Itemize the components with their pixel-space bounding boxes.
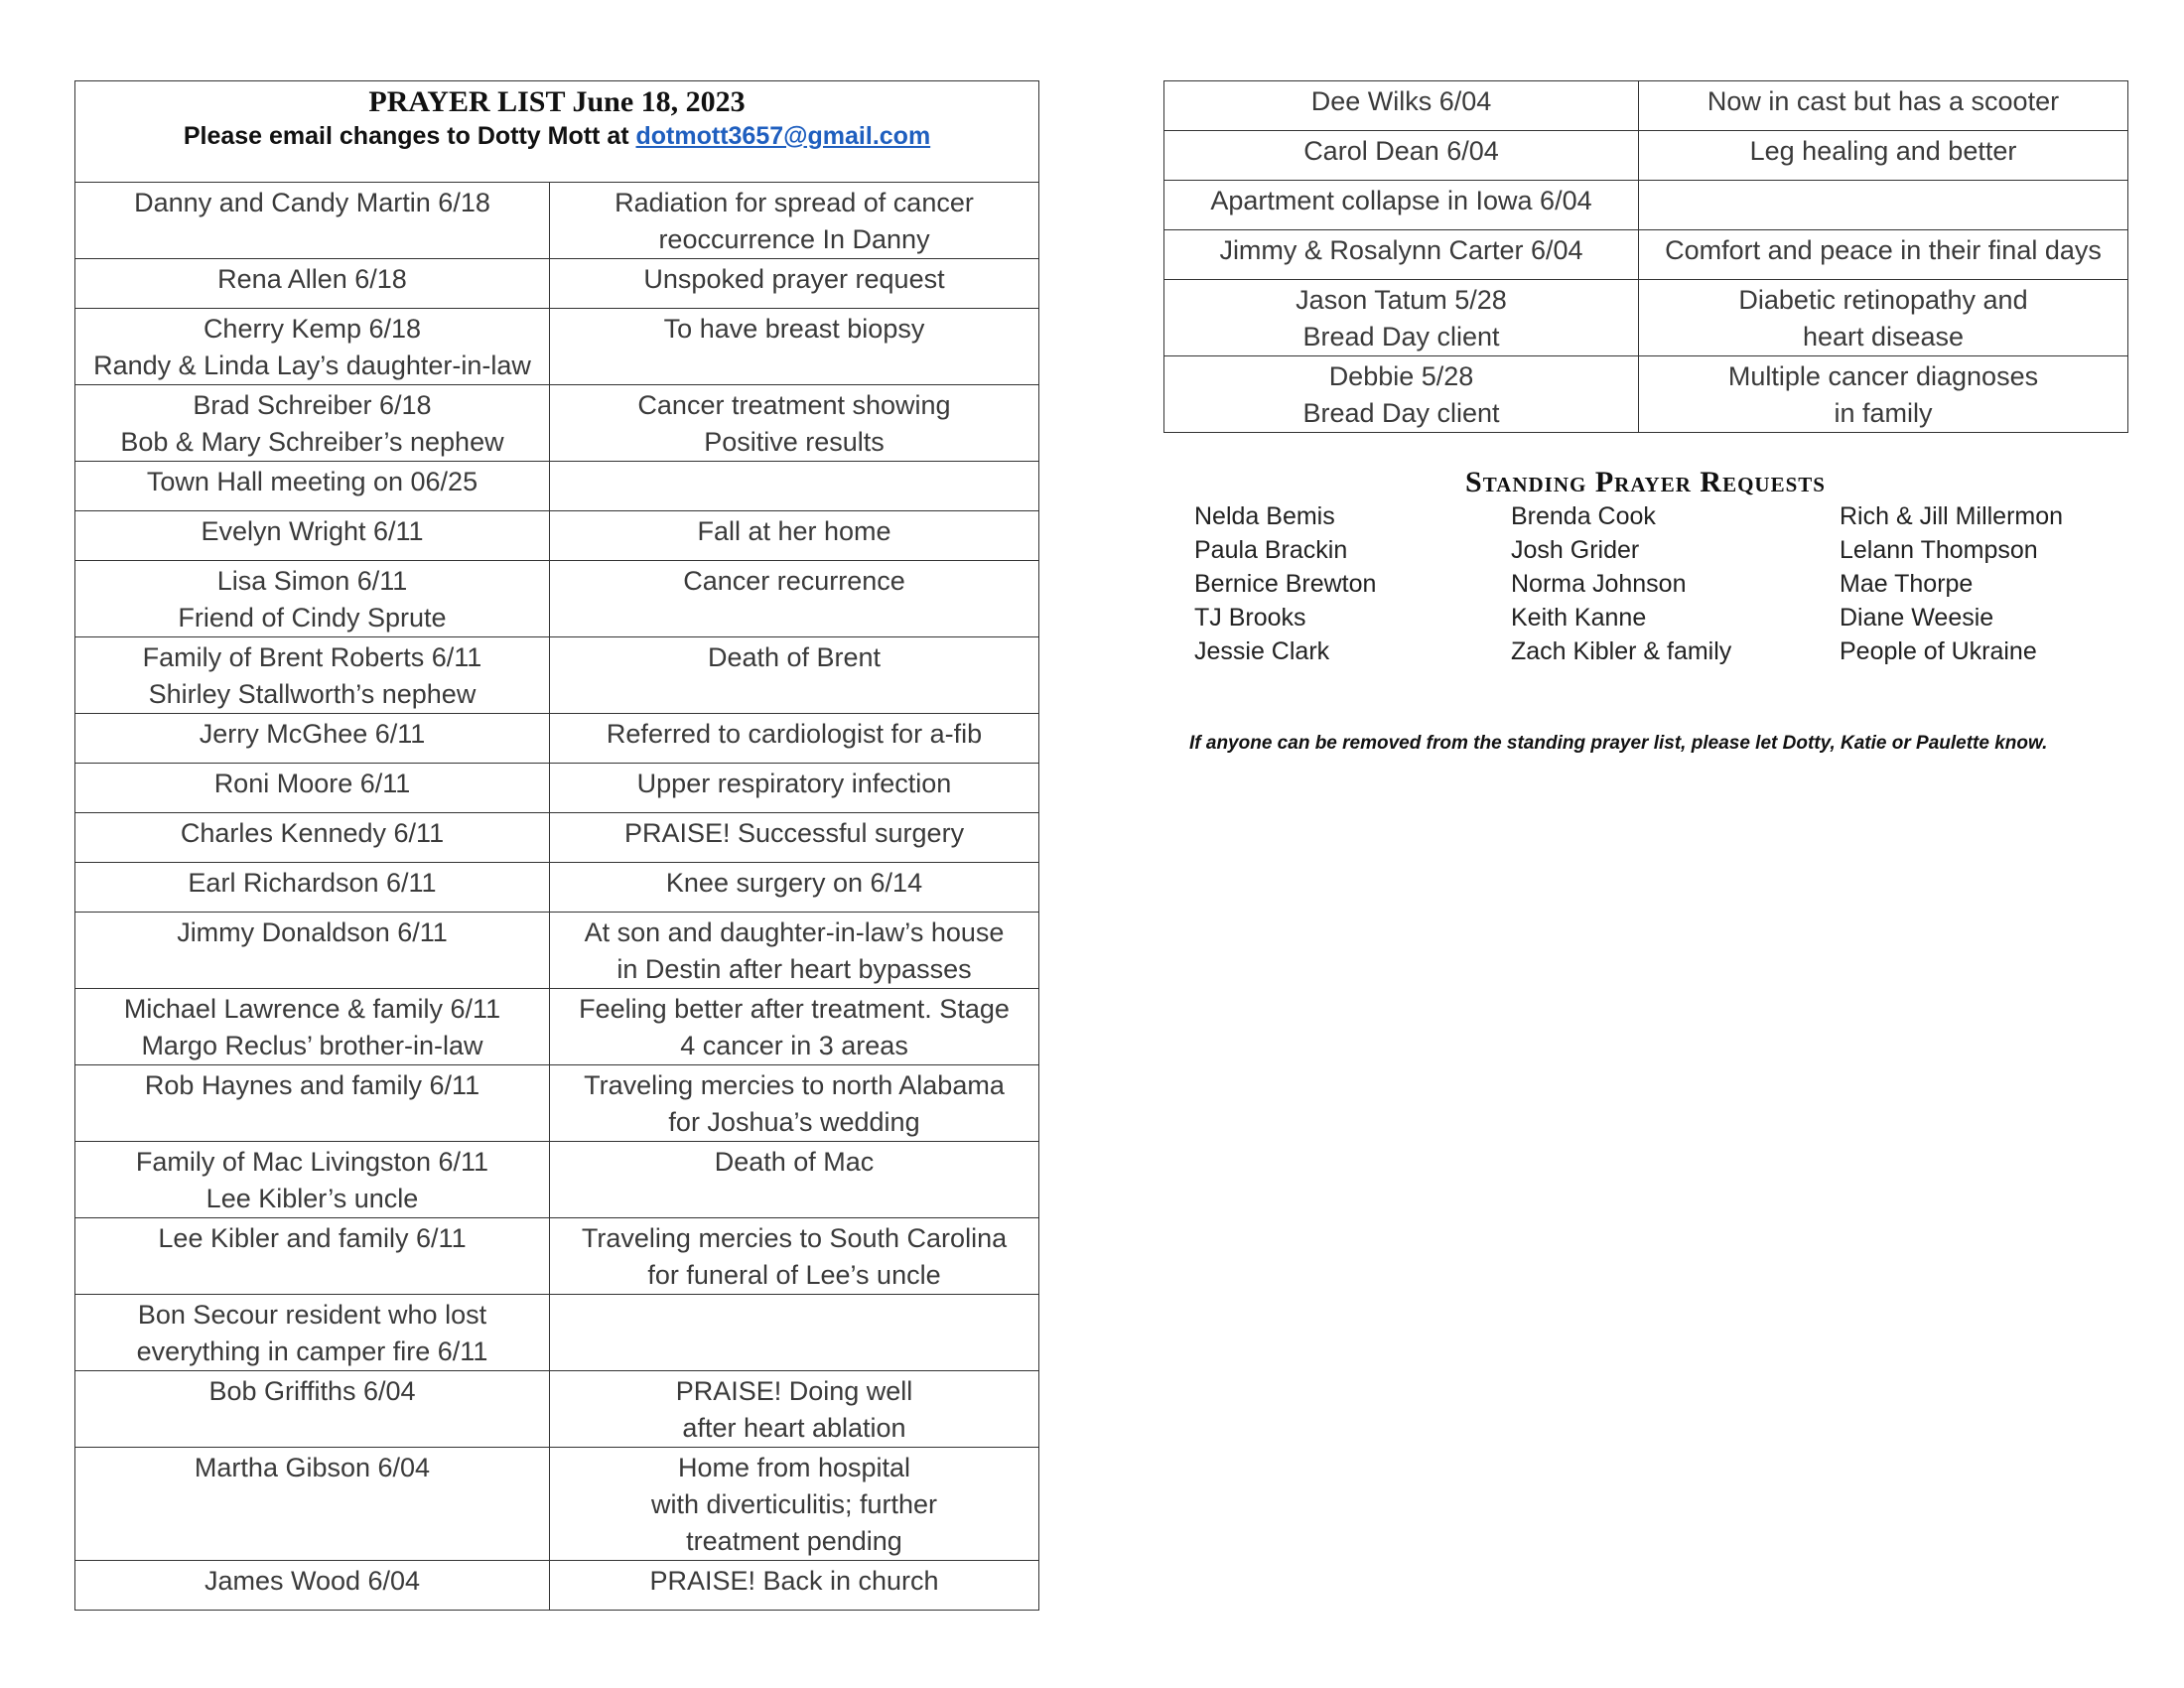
prayer-list-header <box>75 81 1039 183</box>
request-text: PRAISE! Doing well <box>675 1376 913 1406</box>
person-cell <box>75 989 550 1065</box>
person-relation: Friend of Cindy Sprute <box>178 603 447 633</box>
person-cell <box>75 813 550 863</box>
email-prefix: Please email changes to Dotty Mott at <box>183 122 636 150</box>
table-row <box>1164 81 2128 131</box>
person-cell <box>75 1065 550 1142</box>
person-name: Danny and Candy Martin 6/18 <box>134 188 490 217</box>
person-name: Dee Wilks 6/04 <box>1310 86 1492 116</box>
person-name: Bob Griffiths 6/04 <box>208 1376 416 1406</box>
person-name: Earl Richardson 6/11 <box>188 868 437 898</box>
standing-name: Rich & Jill Millermon <box>1840 502 2064 530</box>
person-name: James Wood 6/04 <box>204 1566 421 1596</box>
person-cell <box>75 259 550 309</box>
request-text: Leg healing and better <box>1749 136 2017 166</box>
request-text-line2: for Joshua’s wedding <box>668 1107 920 1137</box>
standing-name: Diane Weesie <box>1840 604 1994 632</box>
standing-name: Josh Grider <box>1511 536 1640 564</box>
person-cell <box>75 1448 550 1561</box>
request-cell <box>550 309 1039 385</box>
request-cell <box>550 714 1039 764</box>
request-text: At son and daughter-in-law’s house <box>584 917 1005 947</box>
standing-name: Paula Brackin <box>1194 536 1348 564</box>
table-row <box>75 1448 1039 1561</box>
request-cell <box>550 1448 1039 1561</box>
request-text: Traveling mercies to South Carolina <box>581 1223 1008 1253</box>
person-cell <box>75 1295 550 1371</box>
table-row <box>1164 131 2128 181</box>
standing-name: TJ Brooks <box>1194 604 1306 632</box>
request-cell <box>550 385 1039 462</box>
person-cell <box>75 1371 550 1448</box>
request-cell <box>550 1371 1039 1448</box>
standing-name: Keith Kanne <box>1511 604 1647 632</box>
request-text-line2: for funeral of Lee’s uncle <box>647 1260 941 1290</box>
person-name: Evelyn Wright 6/11 <box>201 516 424 546</box>
person-name: Jimmy Donaldson 6/11 <box>177 917 448 947</box>
request-text-line2: reoccurrence In Danny <box>658 224 930 254</box>
person-name: Carol Dean 6/04 <box>1303 136 1499 166</box>
table-row <box>75 863 1039 913</box>
request-cell <box>550 813 1039 863</box>
request-text: Radiation for spread of cancer <box>614 188 974 217</box>
request-text: Comfort and peace in their final days <box>1665 235 2102 265</box>
person-name: Brad Schreiber 6/18 <box>193 390 432 420</box>
standing-name: Nelda Bemis <box>1194 502 1335 530</box>
person-name: Jason Tatum 5/28 <box>1296 285 1507 315</box>
request-cell <box>550 259 1039 309</box>
request-text: Now in cast but has a scooter <box>1706 86 2060 116</box>
table-row <box>75 913 1039 989</box>
person-name: Apartment collapse in Iowa 6/04 <box>1210 186 1592 215</box>
person-cell <box>75 1142 550 1218</box>
standing-requests-title: Standing Prayer Requests <box>1465 466 1826 498</box>
request-cell <box>550 1295 1039 1371</box>
standing-name: Jessie Clark <box>1194 637 1330 665</box>
prayer-list-table <box>74 80 1039 1611</box>
table-row <box>75 385 1039 462</box>
person-cell <box>1164 280 1639 356</box>
request-text: Knee surgery on 6/14 <box>665 868 923 898</box>
request-text: Diabetic retinopathy and <box>1738 285 2028 315</box>
person-name: Bon Secour resident who lost <box>137 1300 487 1330</box>
request-text: Feeling better after treatment. Stage <box>579 994 1010 1024</box>
person-relation: Lee Kibler’s uncle <box>205 1184 419 1213</box>
person-relation: Bread Day client <box>1302 322 1500 352</box>
table-row <box>75 813 1039 863</box>
table-row <box>75 1065 1039 1142</box>
table-row <box>75 462 1039 511</box>
removal-note: If anyone can be removed from the standing prayer list, please let Dotty, Katie or Paulette know. <box>1189 733 2048 754</box>
request-cell <box>550 462 1039 511</box>
request-cell <box>550 511 1039 561</box>
request-cell <box>550 1142 1039 1218</box>
page-title: PRAYER LIST June 18, 2023 <box>368 85 746 118</box>
person-cell <box>75 1218 550 1295</box>
request-cell <box>1639 280 2128 356</box>
person-relation: Bread Day client <box>1302 398 1500 428</box>
request-text: Referred to cardiologist for a-fib <box>606 719 983 749</box>
standing-name: Lelann Thompson <box>1840 536 2038 564</box>
person-name: Rob Haynes and family 6/11 <box>144 1070 480 1100</box>
person-cell <box>75 561 550 637</box>
request-cell <box>550 989 1039 1065</box>
person-cell <box>75 913 550 989</box>
request-text: Cancer treatment showing <box>637 390 951 420</box>
request-text-line2: heart disease <box>1802 322 1965 352</box>
person-name: Roni Moore 6/11 <box>213 769 411 798</box>
request-text: PRAISE! Successful surgery <box>623 818 965 848</box>
standing-list-column-3 <box>1840 499 2063 668</box>
person-name: Town Hall meeting on 06/25 <box>146 467 478 496</box>
prayer-list-table-continued <box>1163 80 2128 433</box>
table-row <box>75 989 1039 1065</box>
table-row <box>75 259 1039 309</box>
table-row <box>75 714 1039 764</box>
person-name: Jimmy & Rosalynn Carter 6/04 <box>1219 235 1583 265</box>
person-name: Lee Kibler and family 6/11 <box>158 1223 467 1253</box>
person-cell <box>75 1561 550 1611</box>
person-name: Lisa Simon 6/11 <box>216 566 408 596</box>
request-cell <box>550 913 1039 989</box>
person-cell <box>75 637 550 714</box>
standing-name: Mae Thorpe <box>1840 570 1974 598</box>
person-cell <box>75 309 550 385</box>
table-row <box>1164 280 2128 356</box>
request-cell <box>1639 230 2128 280</box>
person-cell <box>75 764 550 813</box>
request-cell <box>550 764 1039 813</box>
table-row <box>75 511 1039 561</box>
person-cell <box>1164 230 1639 280</box>
table-row <box>75 309 1039 385</box>
table-row <box>75 183 1039 259</box>
table-row <box>75 637 1039 714</box>
person-name: Debbie 5/28 <box>1328 361 1474 391</box>
standing-name: Zach Kibler & family <box>1511 637 1732 665</box>
person-relation: Margo Reclus’ brother-in-law <box>141 1031 483 1060</box>
request-text-line2: in family <box>1834 398 1933 428</box>
request-cell <box>1639 81 2128 131</box>
standing-list-column-2 <box>1511 499 1731 668</box>
request-text: Upper respiratory infection <box>636 769 952 798</box>
table-row <box>75 561 1039 637</box>
request-text-line2: in Destin after heart bypasses <box>616 954 972 984</box>
request-cell <box>550 1218 1039 1295</box>
person-name: Cherry Kemp 6/18 <box>203 314 422 344</box>
person-name: Rena Allen 6/18 <box>217 264 407 294</box>
table-row <box>75 1218 1039 1295</box>
person-cell <box>1164 356 1639 433</box>
table-row <box>75 1371 1039 1448</box>
request-text-line2: after heart ablation <box>682 1413 906 1443</box>
table-row <box>75 1561 1039 1611</box>
table-row <box>75 1295 1039 1371</box>
person-relation: Shirley Stallworth’s nephew <box>148 679 477 709</box>
email-link[interactable]: dotmott3657@gmail.com <box>635 122 931 150</box>
standing-name: Bernice Brewton <box>1194 570 1377 598</box>
table-row <box>1164 356 2128 433</box>
request-text: Home from hospital <box>677 1453 911 1482</box>
request-cell <box>550 637 1039 714</box>
person-name: Charles Kennedy 6/11 <box>180 818 445 848</box>
request-text: Traveling mercies to north Alabama <box>584 1070 1005 1100</box>
request-text-line2: 4 cancer in 3 areas <box>680 1031 908 1060</box>
request-text: Death of Mac <box>714 1147 875 1177</box>
request-cell <box>1639 131 2128 181</box>
email-instruction <box>79 120 1034 152</box>
person-cell <box>75 462 550 511</box>
standing-name: Brenda Cook <box>1511 502 1656 530</box>
person-name: Family of Brent Roberts 6/11 <box>142 642 482 672</box>
person-cell <box>75 714 550 764</box>
request-text: Cancer recurrence <box>683 566 905 596</box>
person-cell <box>75 183 550 259</box>
standing-list-column-1 <box>1194 499 1376 668</box>
table-row <box>1164 230 2128 280</box>
request-cell <box>550 561 1039 637</box>
request-cell <box>550 1065 1039 1142</box>
request-text: Fall at her home <box>697 516 891 546</box>
table-row <box>1164 181 2128 230</box>
table-row <box>75 764 1039 813</box>
table-row <box>75 1142 1039 1218</box>
person-cell <box>1164 81 1639 131</box>
request-text: PRAISE! Back in church <box>649 1566 939 1596</box>
request-text: Unspoked prayer request <box>643 264 945 294</box>
person-relation: Bob & Mary Schreiber’s nephew <box>120 427 504 457</box>
standing-name: People of Ukraine <box>1840 637 2037 665</box>
person-name: Martha Gibson 6/04 <box>194 1453 431 1482</box>
request-cell <box>1639 356 2128 433</box>
request-text: Death of Brent <box>707 642 882 672</box>
person-cell <box>75 385 550 462</box>
request-text-line3: treatment pending <box>686 1526 902 1556</box>
request-cell <box>550 1561 1039 1611</box>
request-text-line2: Positive results <box>704 427 885 457</box>
request-text: To have breast biopsy <box>663 314 925 344</box>
person-relation: everything in camper fire 6/11 <box>136 1336 488 1366</box>
person-cell <box>1164 181 1639 230</box>
person-cell <box>1164 131 1639 181</box>
request-cell <box>1639 181 2128 230</box>
request-text-line2: with diverticulitis; further <box>650 1489 938 1519</box>
person-name: Michael Lawrence & family 6/11 <box>123 994 501 1024</box>
person-cell <box>75 863 550 913</box>
person-relation: Randy & Linda Lay’s daughter-in-law <box>93 351 531 380</box>
person-cell <box>75 511 550 561</box>
request-cell <box>550 863 1039 913</box>
person-name: Jerry McGhee 6/11 <box>199 719 426 749</box>
standing-name: Norma Johnson <box>1511 570 1687 598</box>
request-text: Multiple cancer diagnoses <box>1727 361 2039 391</box>
person-name: Family of Mac Livingston 6/11 <box>135 1147 489 1177</box>
request-cell <box>550 183 1039 259</box>
